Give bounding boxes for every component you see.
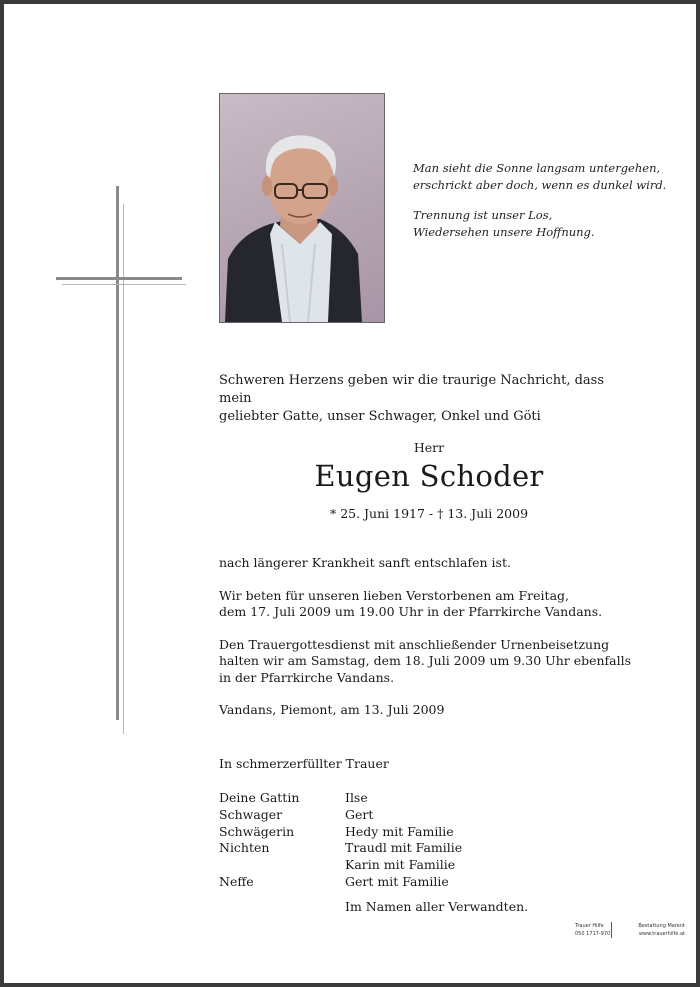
service-line: halten wir am Samstag, dem 18. Juli 2009 um 9.30 Uhr ebenfalls (219, 653, 632, 668)
intro-line: geliebter Gatte, unser Schwager, Onkel und Göti (219, 409, 541, 424)
relative-role: Schwägerin (219, 823, 295, 839)
relative-role: Nichten (219, 840, 270, 856)
relative-names: Hedy mit Familie (345, 823, 454, 839)
mourning-heading: In schmerzerfüllter Trauer (219, 756, 389, 771)
cross-horizontal-beam (56, 277, 182, 280)
poem-line: Trennung ist unser Los, (413, 208, 553, 222)
relative-row (219, 790, 462, 807)
portrait-illustration (220, 94, 384, 322)
life-dates: * 25. Juni 1917 - † 13. Juli 2009 (329, 506, 529, 521)
relative-names: Gert mit Familie (345, 873, 449, 889)
deceased-name: Eugen Schoder (314, 459, 544, 493)
intro-line: Schweren Herzens geben wir die traurige Nachricht, dass mein (219, 373, 605, 406)
relatives-list (219, 790, 462, 891)
prayer-line: dem 17. Juli 2009 um 19.00 Uhr in der Pfarrkirche Vandans. (219, 604, 603, 619)
passing-note: nach längerer Krankheit sanft entschlafen ist. (219, 555, 511, 570)
cross-horizontal-shadow (62, 284, 186, 285)
poem-line: Wiedersehen unsere Hoffnung. (413, 225, 595, 239)
relative-row (219, 824, 462, 841)
relative-row (219, 874, 462, 891)
poem-line: erschrickt aber doch, wenn es dunkel wird. (413, 178, 667, 192)
footer-website: www.trauerhilfe.at (638, 931, 685, 937)
footer-divider (611, 922, 612, 938)
footer-phone: 050 1717-970 (575, 931, 611, 937)
honorific: Herr (413, 440, 445, 455)
cross-vertical-beam (116, 186, 119, 720)
intro-text (219, 372, 619, 426)
footer-undertaker: Bestattung Marent (638, 923, 685, 929)
relative-names: Gert (345, 806, 374, 822)
relative-role (219, 857, 345, 874)
closing-line: Im Namen aller Verwandten. (345, 899, 529, 914)
place-date: Vandans, Piemont, am 13. Juli 2009 (219, 702, 445, 717)
relative-names: Karin mit Familie (345, 857, 456, 873)
service-line: in der Pfarrkirche Vandans. (219, 669, 395, 685)
poem-line: Man sieht die Sonne langsam untergehen, (413, 161, 661, 175)
relative-row (219, 807, 462, 824)
relative-row (219, 840, 462, 857)
service-info (219, 637, 639, 687)
relative-row (219, 857, 462, 874)
portrait-photo (219, 93, 385, 323)
poem (413, 160, 683, 241)
footer-brand: Trauer Hilfe (575, 923, 604, 929)
prayer-info (219, 588, 639, 621)
announcement-body (219, 555, 639, 735)
relative-role: Schwager (219, 806, 283, 822)
relative-role: Neffe (219, 873, 254, 889)
relative-role: Deine Gattin (219, 790, 300, 805)
prayer-line: Wir beten für unseren lieben Verstorbenen am Freitag, (219, 587, 570, 603)
relative-names: Ilse (345, 790, 368, 805)
service-line: Den Trauergottesdienst mit anschließender Urnenbeisetzung (219, 636, 610, 652)
funeral-service-footer (575, 922, 685, 938)
relative-names: Traudl mit Familie (345, 840, 463, 856)
